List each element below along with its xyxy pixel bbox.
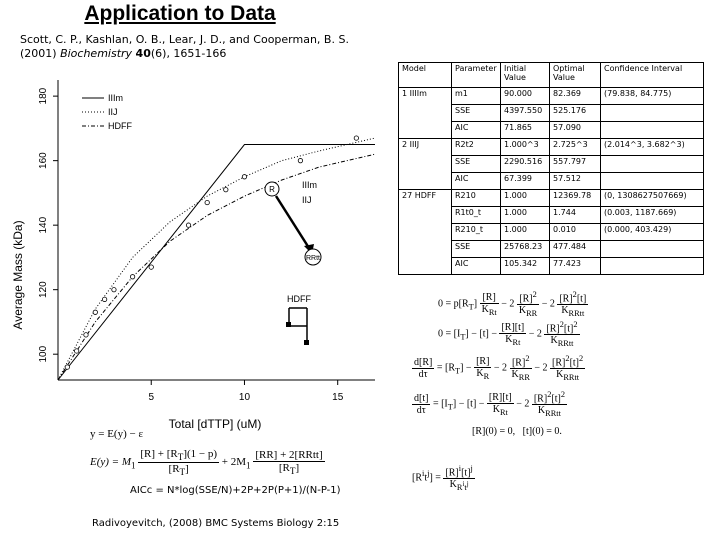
table-row	[399, 258, 704, 275]
chart-xlabel: Total [dTTP] (uM)	[168, 417, 262, 431]
cell-model: 1 IIIIm	[399, 88, 452, 105]
data-point	[65, 365, 69, 369]
table-row	[399, 173, 704, 190]
kinetic-equations	[410, 282, 710, 532]
eq-frac-2: $\frac{\text{[RR] + 2[RRtt]}}{[R_T]}$	[255, 449, 323, 477]
x-tick-label: 5	[148, 392, 155, 403]
data-point	[354, 136, 358, 140]
eq-frac-1-num-b: ](1 − p)	[183, 448, 218, 460]
data-point	[102, 297, 106, 301]
cell-initial: 105.342	[501, 258, 550, 275]
mass-chart	[0, 60, 400, 440]
citation-volume: 40	[135, 47, 151, 60]
data-point	[84, 333, 88, 337]
eq-steady-r: $0 = p[R_T]$ $\frac{[R]}{K_{Rt}}$ − 2 $\frac{[R]^2}{K_{RR}}$ − 2 $\frac{[R]^2[t]}{K_{RRtt}}$	[438, 290, 587, 319]
legend-label: HDFF	[108, 121, 132, 131]
cell-ci	[601, 241, 704, 258]
r-node-label: R	[269, 185, 275, 194]
cell-model	[399, 224, 452, 241]
cell-model	[399, 207, 452, 224]
cell-optimal: 1.744	[550, 207, 601, 224]
eq-plus: + 2M	[221, 456, 246, 469]
cell-ci: (0, 1308627507669)	[601, 190, 704, 207]
data-point	[186, 223, 190, 227]
x-tick-label: 15	[332, 392, 344, 403]
cell-parameter: SSE	[452, 105, 501, 122]
header-model: Model	[399, 63, 452, 88]
data-point	[93, 310, 97, 314]
header-ci: Confidence Interval	[601, 63, 704, 88]
data-point	[205, 200, 209, 204]
table-row	[399, 139, 704, 156]
cell-optimal: 57.090	[550, 122, 601, 139]
eq-frac-1: $\frac{[R] + [R_T](1 - p)}{[R_T]}$	[140, 448, 218, 478]
cell-ci	[601, 122, 704, 139]
cell-optimal: 2.725^3	[550, 139, 601, 156]
cell-ci: (2.014^3, 3.682^3)	[601, 139, 704, 156]
eq-steady-i-lhs: 0 = [I	[438, 328, 461, 340]
iiim-label: IIIm	[302, 180, 317, 190]
eq-initial: [R](0) = 0, [t](0) = 0.	[472, 426, 562, 437]
y-tick-label: 140	[38, 216, 49, 234]
cell-initial: 1.000^3	[501, 139, 550, 156]
citation-journal: Biochemistry	[60, 47, 133, 60]
cell-parameter: SSE	[452, 156, 501, 173]
cell-model	[399, 241, 452, 258]
cell-optimal: 12369.78	[550, 190, 601, 207]
iij-label: IIJ	[302, 195, 312, 205]
cell-ci	[601, 173, 704, 190]
y-tick-label: 180	[38, 87, 49, 105]
cell-model: 2 IIIJ	[399, 139, 452, 156]
eq-initial-r-rhs: (0) = 0,	[485, 426, 516, 437]
y-tick-label: 120	[38, 281, 49, 299]
citation-pages: (6), 1651-166	[150, 47, 227, 60]
table-row	[399, 122, 704, 139]
cell-ci	[601, 105, 704, 122]
eq-expectation: $E(y) = M_1$ $\frac{[R] + [R_T](1 - p)}{[R_T]}$ + $2M_1$ $\frac{\text{[RR] + 2[RRtt]}}{[R_T]}$	[90, 448, 323, 478]
header-optimal: Optimal Value	[550, 63, 601, 88]
cell-ci	[601, 156, 704, 173]
data-point	[74, 349, 78, 353]
eq-ode-r-rhs: = [R	[436, 362, 455, 374]
rrtt-label: RRtt	[306, 255, 320, 262]
header-parameter: Parameter	[452, 63, 501, 88]
eq-frac-1-num-a: [R] + [R	[140, 448, 178, 460]
secondary-reference: Radivoyevitch, (2008) BMC Systems Biology 2:15	[92, 518, 340, 529]
cell-optimal: 77.423	[550, 258, 601, 275]
cell-parameter: R1t0_t	[452, 207, 501, 224]
table-row	[399, 156, 704, 173]
table-row	[399, 88, 704, 105]
cell-model: 27 HDFF	[399, 190, 452, 207]
cell-initial: 25768.23	[501, 241, 550, 258]
hdff-label: HDFF	[287, 294, 311, 304]
cell-parameter: SSE	[452, 241, 501, 258]
data-point	[112, 287, 116, 291]
cell-ci: (0.000, 403.429)	[601, 224, 704, 241]
eq-observation: y = E(y) − ε	[90, 428, 144, 440]
data-point	[130, 275, 134, 279]
cell-initial: 2290.516	[501, 156, 550, 173]
header-initial: Initial Value	[501, 63, 550, 88]
series-line-hdff	[58, 154, 375, 380]
citation-year: (2001)	[20, 47, 57, 60]
cell-initial: 1.000	[501, 224, 550, 241]
cell-initial: 90.000	[501, 88, 550, 105]
cell-parameter: AIC	[452, 258, 501, 275]
cell-parameter: m1	[452, 88, 501, 105]
cell-optimal: 477.484	[550, 241, 601, 258]
cell-parameter: R210_t	[452, 224, 501, 241]
eq-steady-r-lhs: 0 = p[R	[438, 298, 469, 310]
eq-ode-t-rhs: = [I	[432, 398, 448, 410]
plot-area	[38, 80, 375, 403]
cell-initial: 1.000	[501, 207, 550, 224]
cell-parameter: AIC	[452, 173, 501, 190]
series-line-iij	[58, 138, 375, 380]
eq-initial-t-rhs: (0) = 0.	[532, 426, 562, 437]
y-tick-label: 100	[38, 345, 49, 363]
cell-ci: (79.838, 84.775)	[601, 88, 704, 105]
table-row	[399, 224, 704, 241]
table-row	[399, 105, 704, 122]
data-point	[242, 175, 246, 179]
eq-complex: $[R^it^j]$ = $\frac{[R]^i[t]^j}{K_{R^it^j}}$	[412, 464, 473, 493]
cell-initial: 67.399	[501, 173, 550, 190]
data-point	[149, 265, 153, 269]
table-header-row	[399, 63, 704, 88]
cell-parameter: AIC	[452, 122, 501, 139]
eq-frac-2-num: [RR] + 2[RRtt]	[255, 449, 323, 462]
series-line-iiim	[58, 145, 375, 380]
eq-ode-r: $\frac{d[R]}{d\tau}$ = $[R_T]$ − $\frac{[R]}{K_R}$ − 2 $\frac{[R]^2}{K_{RR}}$ − 2 $\frac{[R]^2[t]^2}{K_{RRtt}}$	[414, 354, 584, 383]
parameter-table	[398, 62, 704, 275]
cell-model	[399, 258, 452, 275]
table-row	[399, 190, 704, 207]
cell-model	[399, 156, 452, 173]
cell-optimal: 557.797	[550, 156, 601, 173]
cell-parameter: R2t2	[452, 139, 501, 156]
cell-initial: 4397.550	[501, 105, 550, 122]
eq-frac-1-den: [R	[168, 463, 180, 476]
eq-ode-t: $\frac{d[t]}{d\tau}$ = $[I_T] - [t]$ − $\frac{[R][t]}{K_{Rt}}$ − 2 $\frac{[R]^2[t]^2}{K_{RRtt}}$	[414, 390, 565, 419]
hdff-square	[304, 340, 309, 345]
eq-expectation-lhs: E(y) = M	[90, 456, 132, 469]
cell-ci	[601, 258, 704, 275]
cell-model	[399, 122, 452, 139]
slide-title: Application to Data	[84, 2, 276, 25]
citation-authors: Scott, C. P., Kashlan, O. B., Lear, J. D., and Cooperman, B. S.	[20, 33, 349, 46]
table-body	[399, 88, 704, 275]
y-tick-label: 160	[38, 152, 49, 169]
legend-label: IIIm	[108, 93, 123, 103]
eq-initial-r: [R]	[472, 426, 486, 437]
cell-initial: 71.865	[501, 122, 550, 139]
chart-ylabel: Average Mass (kDa)	[11, 220, 25, 330]
cell-model	[399, 105, 452, 122]
citation-source	[20, 47, 400, 61]
cell-ci: (0.003, 1187.669)	[601, 207, 704, 224]
data-point	[298, 158, 302, 162]
cell-parameter: R210	[452, 190, 501, 207]
table-row	[399, 207, 704, 224]
cell-optimal: 82.369	[550, 88, 601, 105]
data-point	[224, 187, 228, 191]
table-row	[399, 241, 704, 258]
legend-label: IIJ	[108, 107, 118, 117]
cell-optimal: 57.512	[550, 173, 601, 190]
cell-optimal: 525.176	[550, 105, 601, 122]
citation	[20, 33, 400, 61]
cell-model	[399, 173, 452, 190]
cell-initial: 1.000	[501, 190, 550, 207]
aic-formula: AICc = N*log(SSE/N)+2P+2P(P+1)/(N-P-1)	[130, 485, 341, 496]
x-tick-label: 10	[238, 392, 251, 403]
cell-optimal: 0.010	[550, 224, 601, 241]
eq-steady-i: $0 = [I_T] - [t]$ − $\frac{[R][t]}{K_{Rt}}$ − 2 $\frac{[R]^2[t]^2}{K_{RRtt}}$	[438, 320, 578, 349]
